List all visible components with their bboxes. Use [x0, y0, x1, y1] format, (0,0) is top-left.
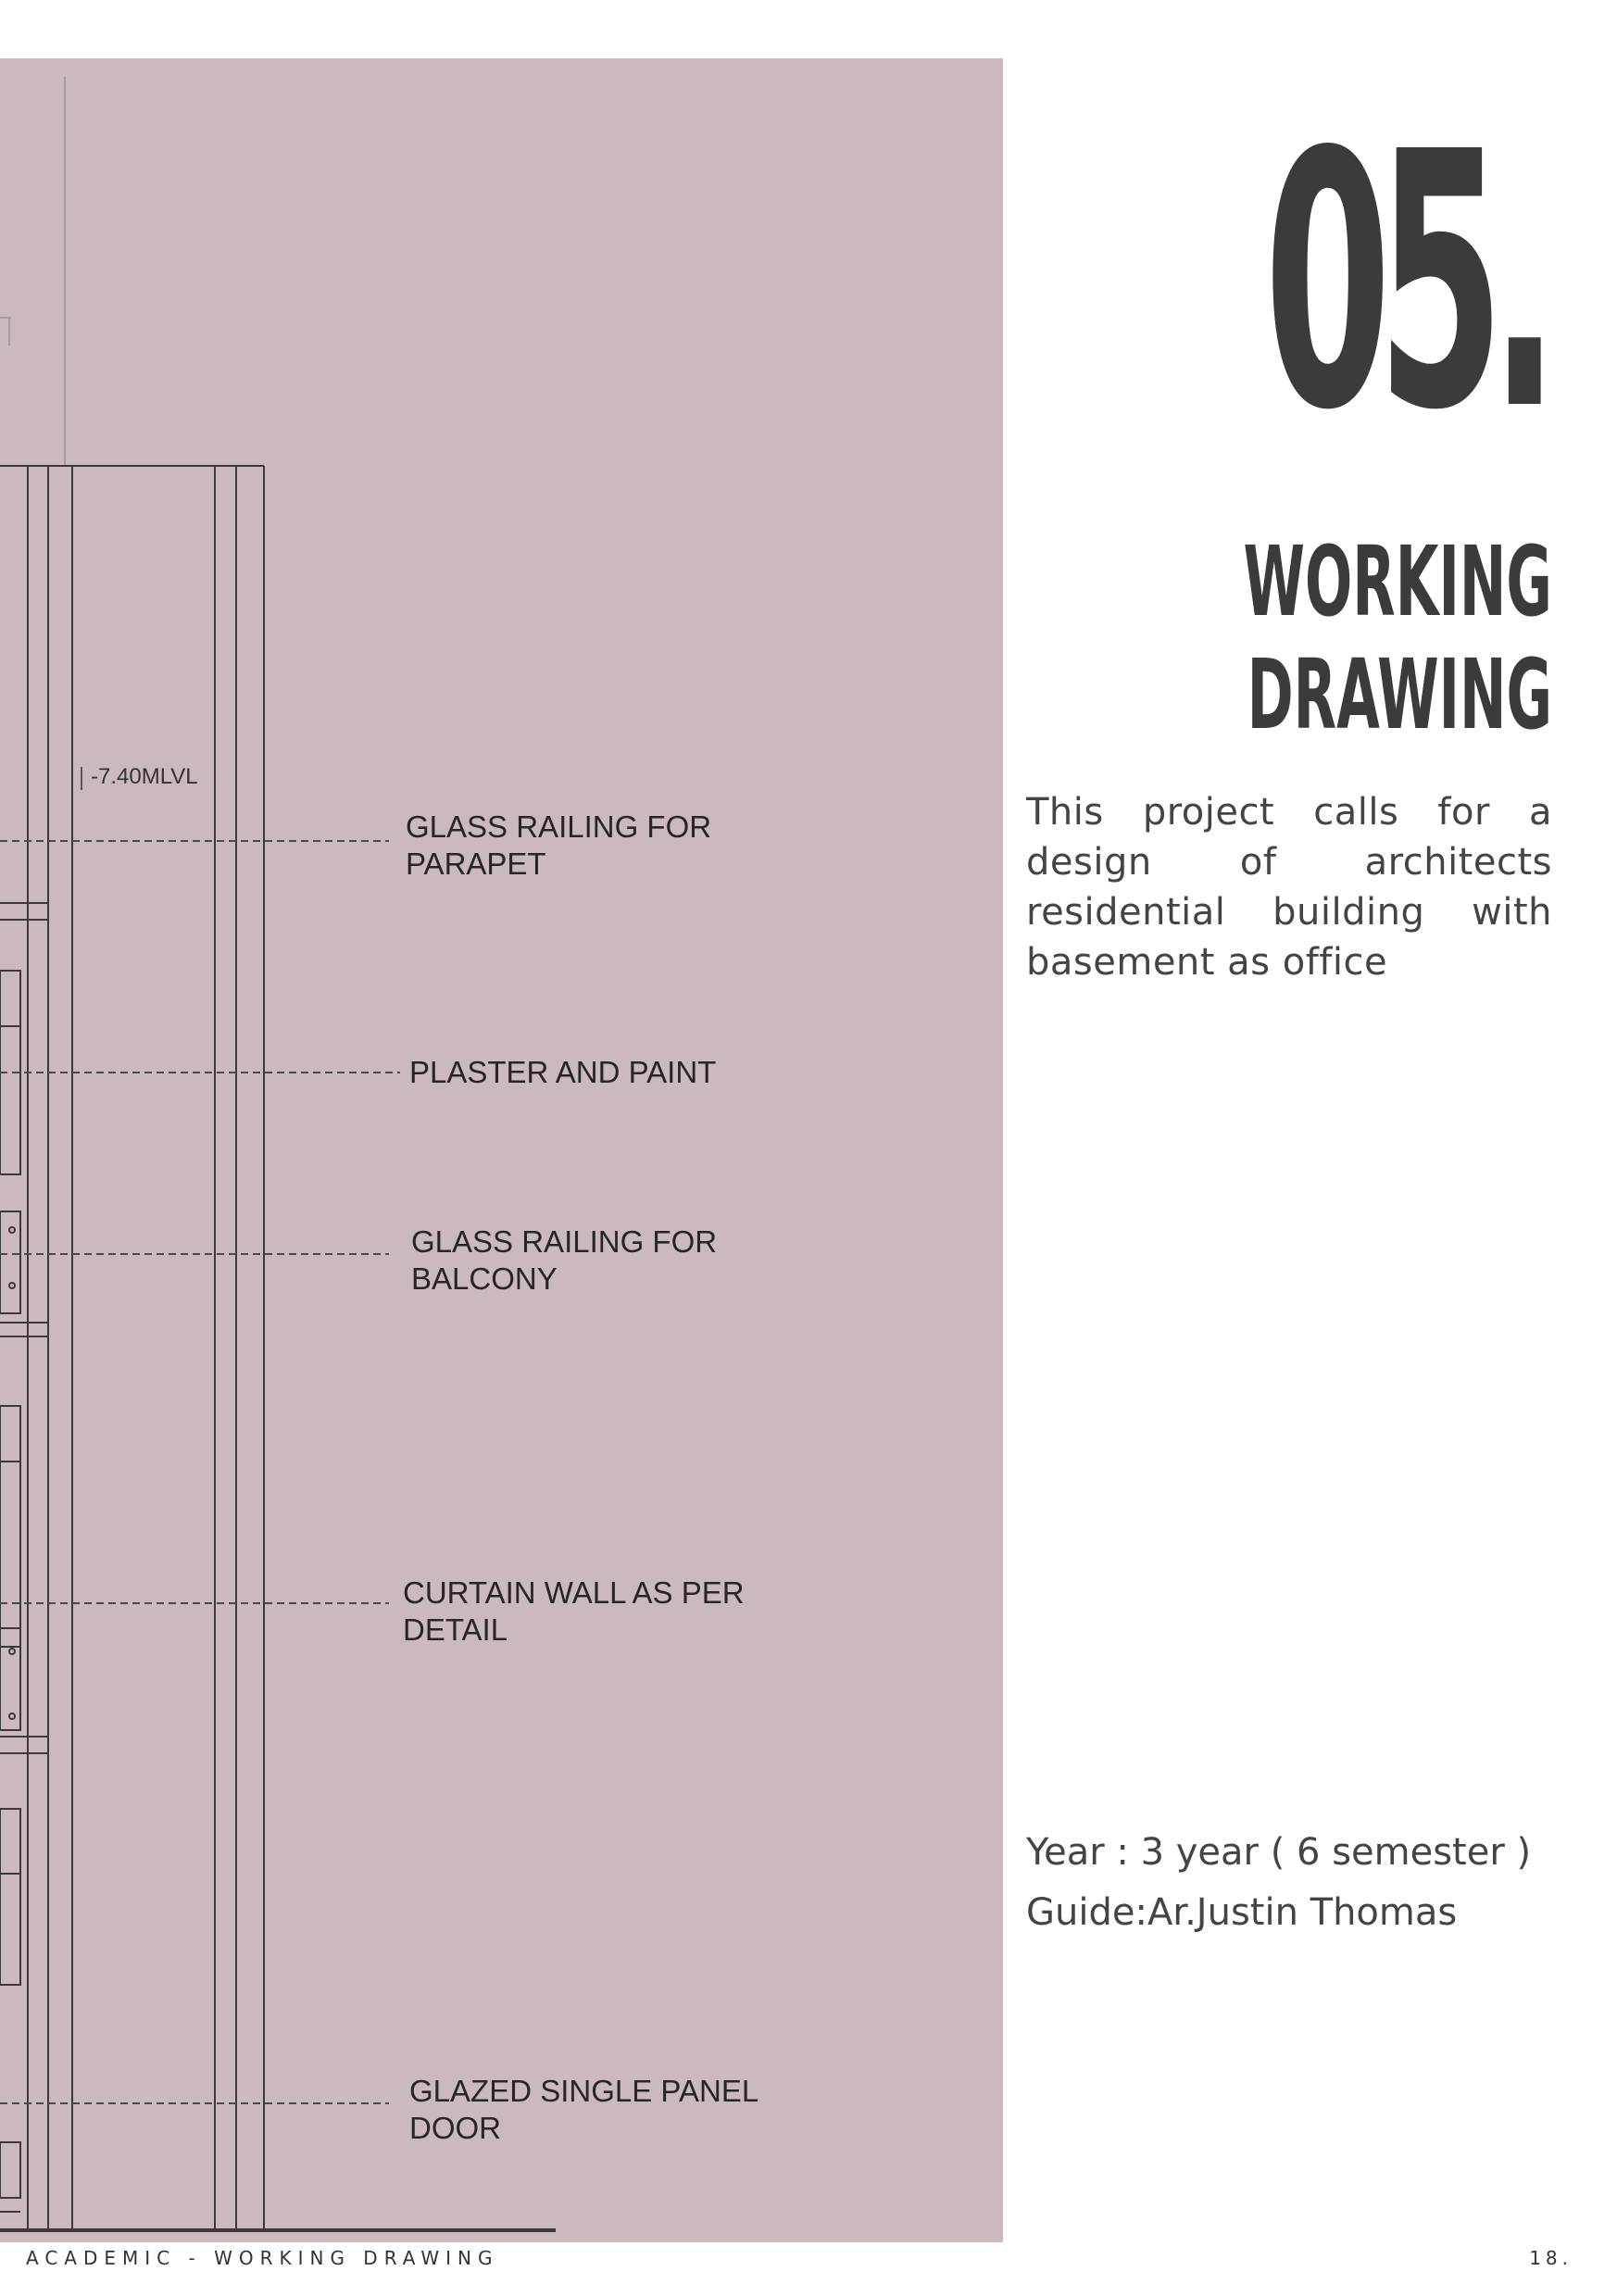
section-title-line-1: WORKING [1243, 525, 1552, 638]
callout-glass-railing-parapet: GLASS RAILING FOR PARAPET [406, 809, 712, 881]
project-description: This project calls for a design of architects residential building with basement as office [1026, 791, 1552, 984]
section-number: 05. [1263, 77, 1545, 487]
section-title-line-2: DRAWING [1247, 638, 1552, 751]
callout-glazed-door: GLAZED SINGLE PANEL DOOR [409, 2074, 759, 2145]
callout-curtain-wall: CURTAIN WALL AS PER DETAIL [403, 1575, 745, 1647]
footer-title: ACADEMIC - WORKING DRAWING [26, 2247, 499, 2269]
callout-plaster-and-paint: PLASTER AND PAINT [409, 1055, 717, 1089]
project-year: Year : 3 year ( 6 semester ) [1026, 1831, 1532, 1874]
project-guide: Guide:Ar.Justin Thomas [1026, 1891, 1458, 1934]
elevation-drawing [0, 58, 1003, 2242]
level-label: -7.40MLVL [91, 764, 198, 789]
callout-glass-railing-balcony: GLASS RAILING FOR BALCONY [411, 1224, 718, 1296]
elevation-drawing-panel [0, 58, 1003, 2242]
page-number: 18. [1529, 2247, 1573, 2269]
